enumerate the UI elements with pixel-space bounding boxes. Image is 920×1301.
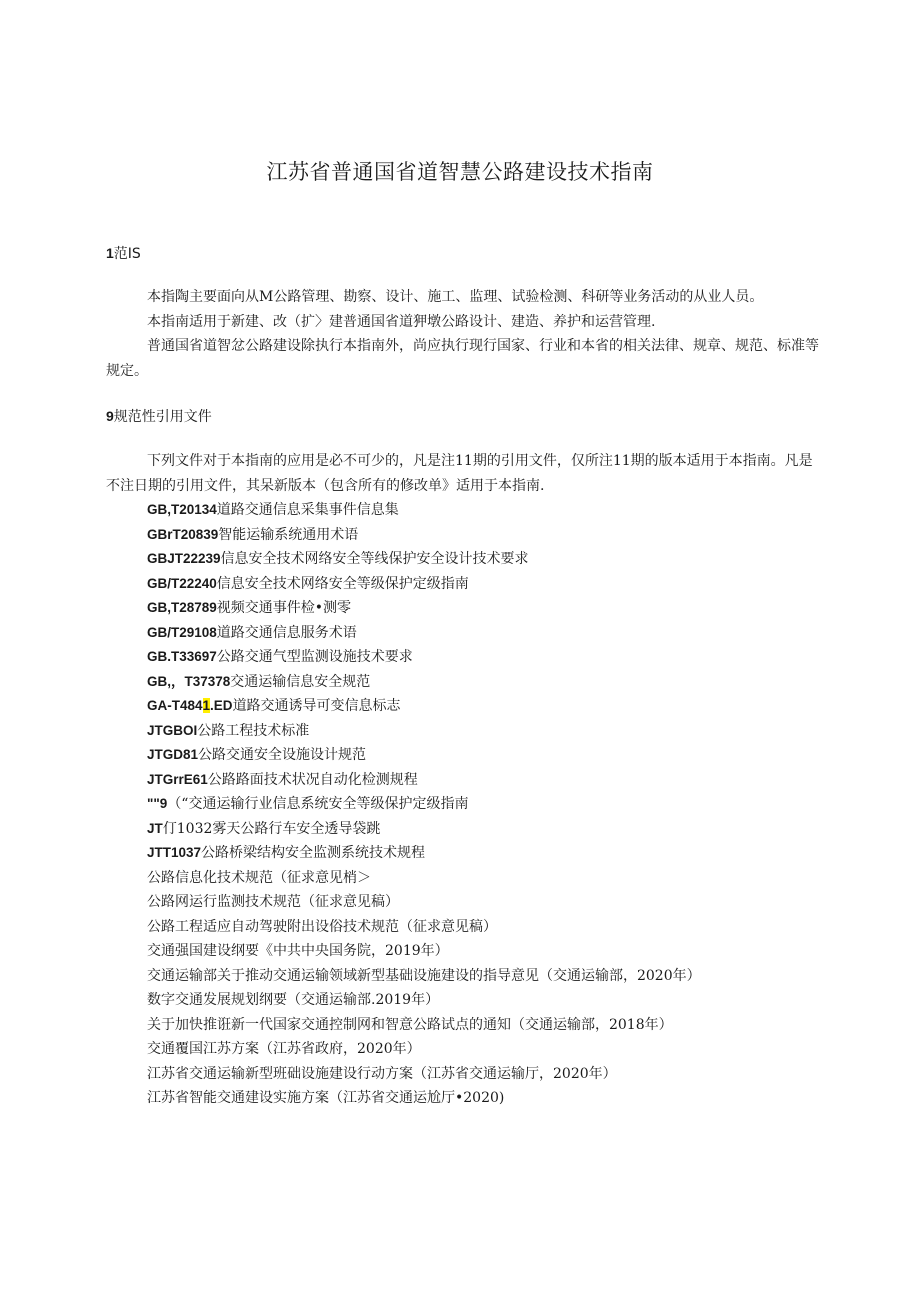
reference-item — [147, 841, 701, 866]
reference-title: 公路交通安全设施设计规范 — [198, 747, 367, 763]
reference-code: GA-T484 — [147, 698, 203, 713]
reference-code: JTT1037 — [147, 845, 202, 860]
reference-title: 信息安全技术网络安全等级保护定级指南 — [216, 575, 469, 592]
section-heading-references — [106, 406, 212, 426]
section-title: 规范性引用文件 — [113, 409, 212, 425]
reference-code-tail: .ED — [210, 698, 233, 713]
reference-item — [147, 498, 701, 523]
reference-title: 视频交通事件检•测零 — [216, 600, 352, 616]
reference-title: 交通运输信息安全规范 — [230, 673, 371, 690]
section-title: 范IS — [113, 246, 141, 262]
reference-item — [147, 1013, 701, 1038]
reference-code: JTGrrE61 — [147, 771, 208, 787]
reference-item — [147, 1037, 701, 1062]
reference-title: 江苏省交通运输新型班础设施建设行动方案（江苏省交通运输厅，2020年） — [147, 1065, 617, 1082]
reference-title: 智能运输系统通用术语 — [218, 526, 359, 543]
reference-list — [147, 498, 701, 1111]
reference-code: JTGD81 — [147, 747, 199, 762]
reference-title: 道路交通信息采集事件信息集 — [216, 502, 399, 518]
reference-title: 公路工程技术标准 — [197, 722, 310, 739]
reference-code: JT — [147, 820, 163, 836]
reference-title: 公路路面技术状况自动化检测规程 — [207, 771, 418, 788]
reference-item — [147, 939, 701, 964]
reference-title: 关于加快推诳新一代国家交通控制网和智意公路试点的通知（交通运输部，2018年） — [147, 1016, 673, 1033]
reference-item — [147, 694, 701, 719]
reference-item — [147, 890, 701, 915]
reference-title: （“交通运输行业信息系统安全等级保护定级指南 — [167, 796, 469, 812]
reference-code: GB/T29108 — [147, 624, 217, 640]
reference-code: GB.T33697 — [147, 649, 217, 664]
reference-item — [147, 817, 701, 842]
reference-title: 信息安全技术网络安全等线保护安全设计技术要求 — [220, 551, 529, 567]
reference-item — [147, 768, 701, 793]
reference-item — [147, 964, 701, 989]
reference-item — [147, 1086, 701, 1111]
reference-code: GBrT20839 — [147, 526, 219, 542]
highlighted-text: 1 — [202, 698, 211, 713]
reference-code: GB,T28789 — [147, 600, 217, 615]
section-heading-scope — [106, 243, 141, 263]
section-number: 9 — [106, 408, 114, 424]
reference-item — [147, 547, 701, 572]
scope-paragraph: 本指陶主要面向从M公路管理、勘察、设计、施工、监理、试验检测、科研等业务活动的从业人员。 — [147, 289, 764, 305]
reference-title: 江苏省智能交通建设实施方案（江苏省交通运尬厅•2020) — [147, 1090, 505, 1106]
reference-code: GBJT22239 — [147, 551, 221, 566]
reference-item — [147, 621, 701, 646]
reference-title: 交通运输部关于推动交通运输领域新型基础设施建设的指导意见（交通运输部，2020年） — [147, 967, 701, 984]
reference-code: GB,，T37378 — [147, 673, 231, 689]
reference-title: 公路交通气型监测设施技术要求 — [216, 649, 413, 665]
reference-item — [147, 866, 701, 891]
reference-item — [147, 719, 701, 744]
reference-title: 公路网运行监测技术规范（征求意见稿） — [147, 894, 399, 910]
reference-code: JTGBOI — [147, 722, 198, 738]
reference-item — [147, 670, 701, 695]
reference-title: 数字交通发展规划纲要（交通运输部.2019年） — [147, 992, 440, 1008]
reference-title: 公路信息化技术规范（征求意见梢＞ — [147, 869, 371, 886]
reference-code: GB/T22240 — [147, 575, 217, 591]
section-number: 1 — [106, 245, 114, 261]
reference-code: ""9 — [147, 796, 168, 811]
references-intro-paragraph: 下列文件对于本指南的应用是必不可少的，凡是注11期的引用文件，仅所注11期的版本适用于本指南。凡是不注日期的引用文件，其呆新版本（包含所有的修改单》适用于本指南. — [106, 453, 813, 494]
reference-title: 道路交通信息服务术语 — [216, 624, 357, 641]
reference-item — [147, 792, 701, 817]
reference-item — [147, 523, 701, 548]
reference-title: 仃1032雾天公路行车安全透导袋跳 — [162, 820, 381, 837]
reference-item — [147, 572, 701, 597]
reference-title: 公路桥梁结构安全监测系统技术规程 — [201, 845, 426, 861]
reference-title: 交通覆国江苏方案（江苏省政府，2020年） — [147, 1041, 421, 1057]
scope-paragraph: 本指南适用于新建、改（扩〉建普通国省道狎墩公路设计、建造、养护和运营管理. — [147, 314, 656, 330]
reference-item — [147, 596, 701, 621]
reference-title: 公路工程适应自动驾驶附出设俗技术规范（征求意见稿） — [147, 918, 497, 935]
reference-item — [147, 645, 701, 670]
reference-title: 道路交通诱导可变信息标志 — [232, 698, 401, 714]
scope-paragraph: 普通国省道智忿公路建设除执行本指南外，尚应执行现行国家、行业和本省的相关法律、规章、规范、标准等规定。 — [106, 338, 819, 379]
reference-item — [147, 988, 701, 1013]
document-title: 江苏省普通国省道智慧公路建设技术指南 — [266, 160, 654, 184]
reference-item — [147, 1062, 701, 1087]
reference-code: GB,T20134 — [147, 502, 217, 517]
reference-item — [147, 743, 701, 768]
reference-item — [147, 915, 701, 940]
reference-title: 交通强国建设纲要《中共中央国务院，2019年） — [147, 943, 449, 959]
